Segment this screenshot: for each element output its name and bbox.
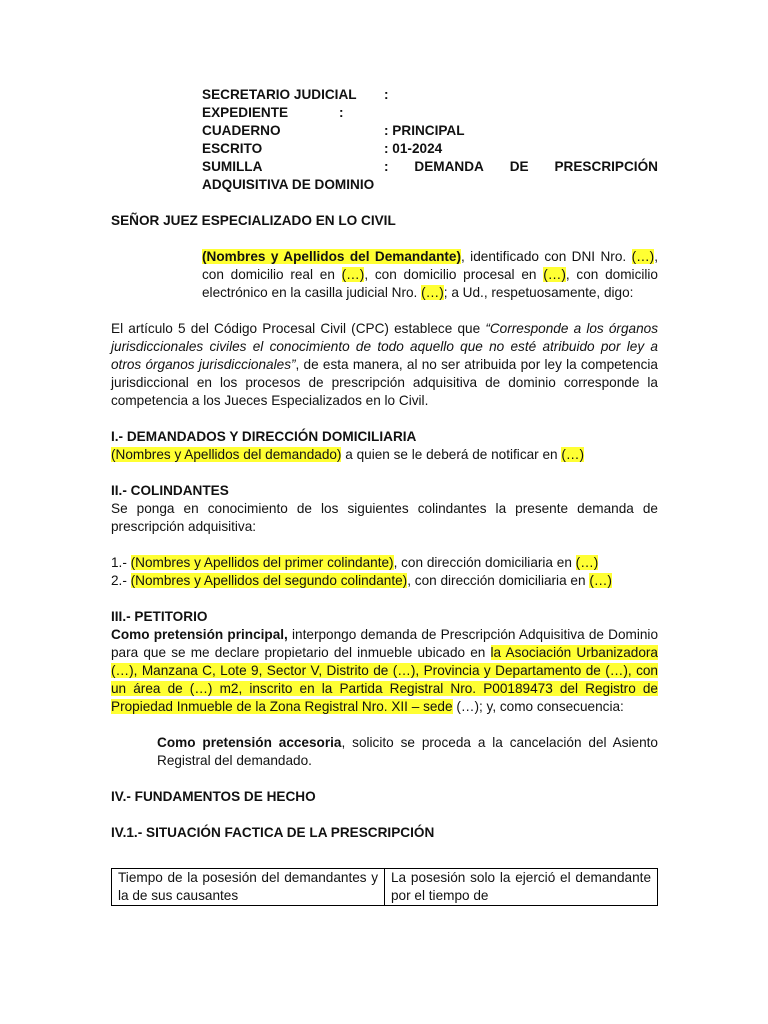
real-address-placeholder: (…) (341, 267, 365, 282)
dni-placeholder: (…) (631, 249, 655, 264)
section-1-title: I.- DEMANDADOS Y DIRECCIÓN DOMICILIARIA (111, 429, 417, 444)
case-header (202, 86, 658, 194)
header-label: SUMILLA (202, 159, 263, 174)
header-row-secretario (202, 86, 658, 104)
casilla-placeholder: (…) (421, 285, 444, 300)
colindante-item: 1.- (Nombres y Apellidos del primer colindante), con dirección domiciliaria en (…) (111, 555, 599, 570)
section-4-1-title: IV.1.- SITUACIÓN FACTICA DE LA PRESCRIPCIÓN (111, 825, 435, 840)
header-row-escrito (202, 140, 658, 158)
intro-paragraph: (Nombres y Apellidos del Demandante), identificado con DNI Nro. (…), con domicilio real en (…), con domicilio procesal en (…), con domicilio electrónico en la casilla judicial Nro. (…); a Ud., respetuosamente, digo: (202, 249, 658, 300)
header-value: : PRINCIPAL (384, 123, 465, 138)
section-4-title: IV.- FUNDAMENTOS DE HECHO (111, 789, 316, 804)
header-value: : 01-2024 (384, 141, 443, 156)
defendant-placeholder: (Nombres y Apellidos del demandado) (111, 447, 342, 462)
plaintiff-placeholder: (Nombres y Apellidos del Demandante) (202, 249, 462, 264)
header-label: CUADERNO (202, 123, 281, 138)
section-2-text: Se ponga en conocimiento de los siguientes colindantes la presente demanda de prescripción adquisitiva: (111, 501, 658, 534)
property-placeholder: la Asociación Urbanizadora (…), Manzana C, Lote 9, Sector V, Distrito de (…), Provincia y Departamento de (…), con un área de (…) m2, inscrito en la Partida Registral Nro. P00189473 del Registro de Propiedad Inmueble de la Zona Registral Nro. XII – sede (111, 645, 658, 714)
colindante-address-placeholder: (…) (589, 573, 612, 588)
petitorio-paragraph: Como pretensión principal, interpongo demanda de Prescripción Adquisitiva de Dominio para que se me declare propietario del inmueble ubicado en la Asociación Urbanizadora (…), Manzana C, Lote 9, Sector V, Distrito de (…), Provincia y Departamento de (…), con un área de (…) m2, inscrito en la Partida Registral Nro. P00189473 del Registro de Propiedad Inmueble de la Zona Registral Nro. XII – sede (…); y, como consecuencia: (111, 627, 659, 714)
cpc-quote: “Corresponde a los órganos jurisdiccionales civiles el conocimiento de todo aquello que no esté atribuido por ley a otros órganos jurisdiccionales” (111, 321, 658, 372)
sumilla-value: : DEMANDA DE PRESCRIPCIÓN (384, 159, 658, 174)
header-row-sumilla (202, 158, 658, 176)
header-value: : (384, 87, 389, 102)
pretension-principal: Como pretensión principal, (111, 627, 288, 642)
table-cell: La posesión solo la ejerció el demandante por el tiempo de (385, 869, 658, 906)
table-row (112, 869, 658, 906)
colindante-name-placeholder: (Nombres y Apellidos del primer colindante) (130, 555, 394, 570)
accesoria-paragraph: Como pretensión accesoria, solicito se proceda a la cancelación del Asiento Registral del demandado. (157, 735, 658, 768)
header-row-expediente (202, 104, 658, 122)
pretension-accesoria: Como pretensión accesoria (157, 735, 342, 750)
defendant-address-placeholder: (…) (561, 447, 585, 462)
procesal-address-placeholder: (…) (543, 267, 566, 282)
document-page (111, 86, 658, 906)
section-2-title: II.- COLINDANTES (111, 483, 229, 498)
table-cell: Tiempo de la posesión del demandantes y la de sus causantes (112, 869, 385, 906)
colindante-name-placeholder: (Nombres y Apellidos del segundo colindante) (130, 573, 408, 588)
competence-paragraph: El artículo 5 del Código Procesal Civil (CPC) establece que “Corresponde a los órganos jurisdiccionales civiles el conocimiento de todo aquello que no esté atribuido por ley a otros órganos jurisdiccionales”, de esta manera, al no ser atribuida por ley la competencia jurisdiccional en los procesos de prescripción adquisitiva de dominio corresponde la competencia a los Jueces Especializados en lo Civil. (111, 321, 658, 408)
header-label: SECRETARIO JUDICIAL (202, 87, 357, 102)
addressee: SEÑOR JUEZ ESPECIALIZADO EN LO CIVIL (111, 213, 396, 228)
header-label: ESCRITO (202, 141, 263, 156)
header-value: : (339, 105, 344, 120)
section-3-title: III.- PETITORIO (111, 609, 208, 624)
colindante-address-placeholder: (…) (575, 555, 599, 570)
defendant-line: (Nombres y Apellidos del demandado) a quien se le deberá de notificar en (…) (111, 447, 585, 462)
colindante-item: 2.- (Nombres y Apellidos del segundo colindante), con dirección domiciliaria en (…) (111, 573, 612, 588)
header-row-cuaderno (202, 122, 658, 140)
facts-table (111, 868, 658, 906)
header-label: EXPEDIENTE (202, 105, 289, 120)
sumilla-line2: ADQUISITIVA DE DOMINIO (202, 177, 375, 192)
